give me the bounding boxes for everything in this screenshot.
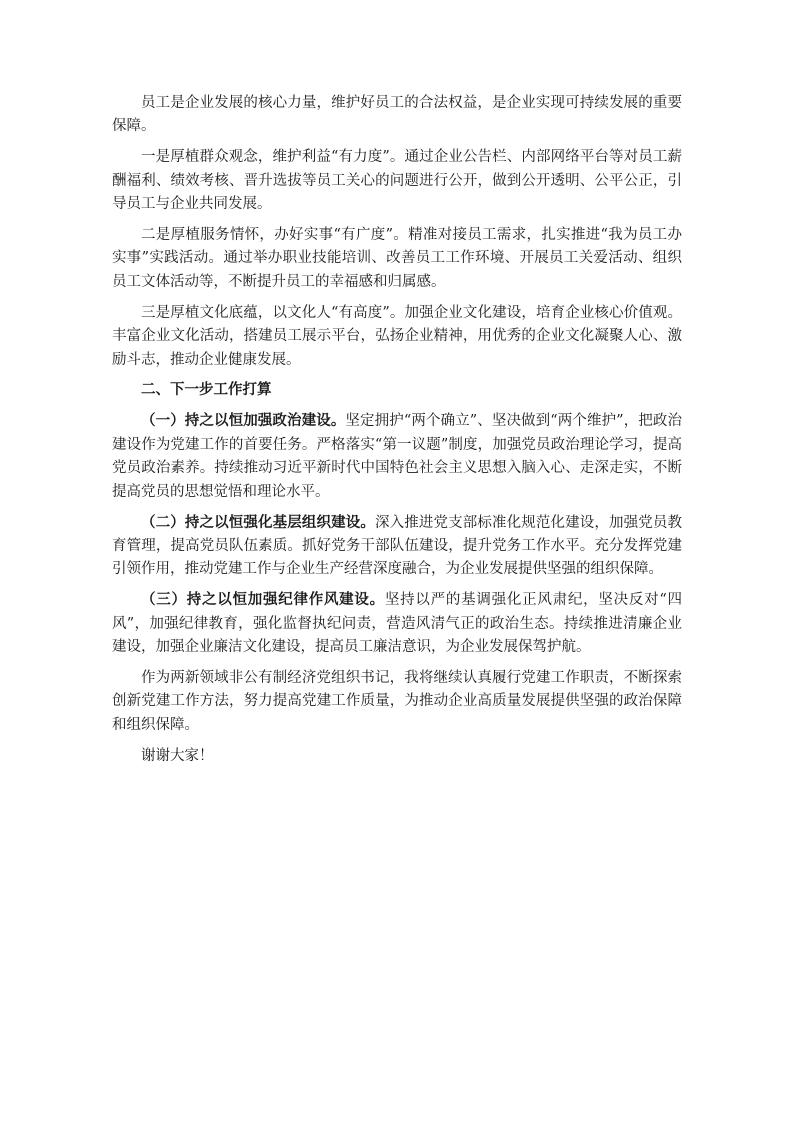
plan-lead-2: （二）持之以恒强化基层组织建设。 xyxy=(141,514,375,531)
intro-paragraph: 员工是企业发展的核心力量，维护好员工的合法权益，是企业实现可持续发展的重要保障。 xyxy=(112,95,682,135)
plan-lead-1: （一）持之以恒加强政治建设。 xyxy=(141,413,346,430)
document-page xyxy=(112,92,682,776)
plan-paragraph-3 xyxy=(112,589,682,659)
closing-line: 谢谢大家！ xyxy=(141,748,214,765)
plan-body-2: 深入推进党支部标准化规范化建设，加强党员教育管理，提高党员队伍素质。抓好党务干部队伍建设，提升党务工作水平。充分发挥党建引领作用，推动党建工作与企业生产经营深度融合，为企业发展提供坚强的组织保障。 xyxy=(112,514,682,578)
plan-paragraph-1 xyxy=(112,410,682,504)
section-heading: 二、下一步工作打算 xyxy=(141,382,272,399)
plan-lead-3: （三）持之以恒加强纪律作风建设。 xyxy=(141,592,385,609)
point-paragraph-1: 一是厚植群众观念，维护利益“有力度”。通过企业公告栏、内部网络平台等对员工薪酬福利、绩效考核、晋升选拔等员工关心的问题进行公开，做到公开透明、公平公正，引导员工与企业共同发展。 xyxy=(112,149,682,213)
plan-paragraph-2 xyxy=(112,512,682,582)
point-paragraph-3: 三是厚植文化底蕴，以文化人“有高度”。加强企业文化建设，培育企业核心价值观。丰富企业文化活动，搭建员工展示平台，弘扬企业精神，用优秀的企业文化凝聚人心、激励斗志，推动企业健康发展。 xyxy=(112,304,682,368)
plan-body-1: 坚定拥护“两个确立”、坚决做到“两个维护”，把政治建设作为党建工作的首要任务。严格落实“第一议题”制度，加强党员政治理论学习，提高党员政治素养。持续推动习近平新时代中国特色社会主义思想入脑入心、走深走实，不断提高党员的思想觉悟和理论水平。 xyxy=(112,413,682,500)
plan-body-3: 坚持以严的基调强化正风肃纪，坚决反对“四风”，加强纪律教育，强化监督执纪问责，营造风清气正的政治生态。持续推进清廉企业建设，加强企业廉洁文化建设，提高员工廉洁意识，为企业发展保驾护航。 xyxy=(112,592,682,656)
conclusion-paragraph: 作为两新领域非公有制经济党组织书记，我将继续认真履行党建工作职责，不断探索创新党建工作方法，努力提高党建工作质量，为推动企业高质量发展提供坚强的政治保障和组织保障。 xyxy=(112,669,682,733)
point-paragraph-2: 二是厚植服务情怀，办好实事“有广度”。精准对接员工需求，扎实推进“我为员工办实事”实践活动。通过举办职业技能培训、改善员工工作环境、开展员工关爱活动、组织员工文体活动等，不断提升员工的幸福感和归属感。 xyxy=(112,227,682,290)
